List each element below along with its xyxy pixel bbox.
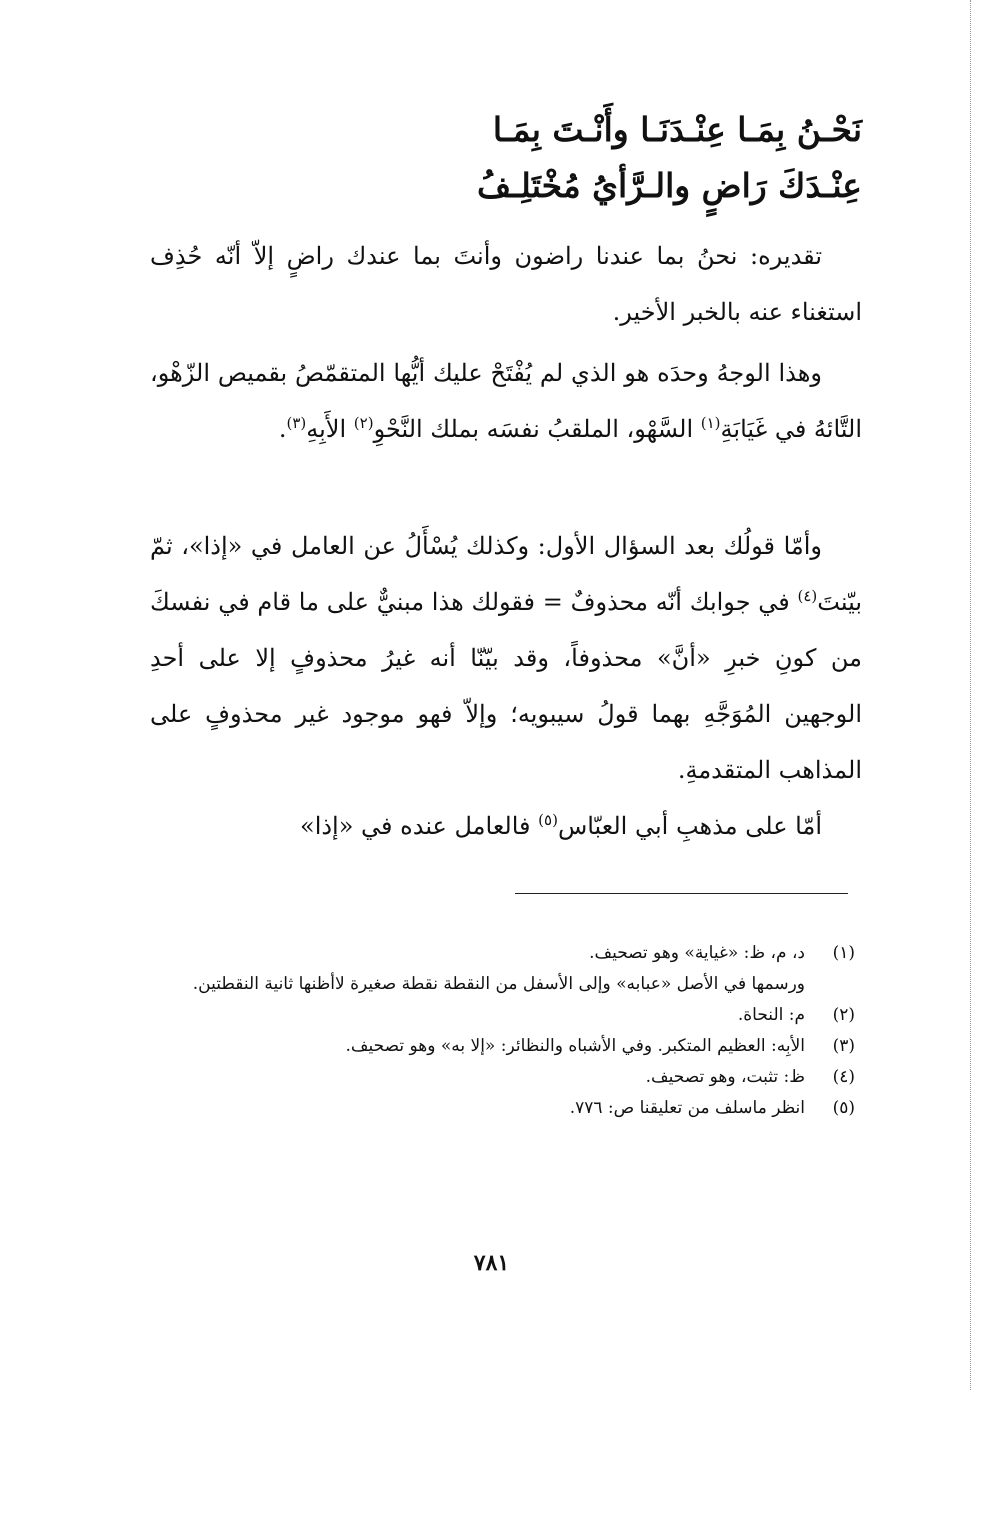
page-number: ٧٨١	[473, 1250, 510, 1276]
paragraph-3-text-b: في جوابك أنّه محذوفٌ = فقولك هذا مبنيٌّ على ما قام في نفسكَ من كونِ خبرِ «أنَّ» محذوفاً، وقد بيّنّا أنه غيرُ محذوفٍ إلا على أحدِ الوجهين المُوَجَّهِ بهما قولُ سيبويه؛ وإلاّ فهو موجود غير محذوفٍ على المذاهب المتقدمةِ.	[150, 588, 862, 784]
footnote-number: (٣)	[832, 1036, 855, 1056]
footnote-number: (٢)	[832, 1005, 855, 1025]
paragraph-2-text-c: الأَبِهِ	[306, 415, 354, 443]
footnote-ref-5[interactable]: (٥)	[538, 811, 558, 829]
scan-edge-line	[970, 0, 971, 1390]
paragraph-4-text-b: فالعامل عنده في «إذا»	[300, 812, 539, 840]
footnote-item	[150, 938, 855, 969]
footnote-text: م: النحاة.	[737, 1005, 805, 1025]
verse-line-1: نَحْـنُ بِمَـا عِنْـدَنَـا وأَنْـتَ بِمَـا	[492, 110, 862, 149]
footnote-text: د، م، ظ: «غياية» وهو تصحيف.	[589, 943, 805, 963]
paragraph-1	[150, 228, 862, 340]
footnote-item	[150, 969, 855, 1000]
footnote-text: الأبِه: العظيم المتكبر. وفي الأشباه والنظائر: «إلا به» وهو تصحيف.	[345, 1036, 805, 1056]
paragraph-2	[150, 345, 862, 457]
footnote-number: (١)	[832, 943, 855, 963]
verse-line-2: عِنْـدَكَ رَاضٍ والـرَّأيُ مُخْتَلِـفُ	[476, 166, 862, 205]
footnote-item	[150, 1031, 855, 1062]
footnote-ref-1[interactable]: (١)	[700, 414, 721, 432]
footnote-ref-4[interactable]: (٤)	[797, 587, 818, 605]
paragraph-4	[150, 798, 862, 854]
paragraph-2-text-a: وهذا الوجهُ وحدَه هو الذي لم يُفْتَحْ عليك أيُّها المتقمّصُ بقميص الزّهْو، التَّائهُ في غَيَابَةِ	[150, 359, 862, 443]
paragraph-1-text: تقديره: نحنُ بما عندنا راضون وأنتَ بما عندك راضٍ إلاّ أنّه حُذِف استغناء عنه بالخبر الأخير.	[150, 242, 862, 326]
paragraph-2-text-b: السَّهْو، الملقبُ نفسَه بملك النَّحْوِ	[373, 415, 701, 443]
footnote-divider	[515, 893, 848, 894]
paragraph-3-text-a: وأمّا قولُك بعد السؤال الأول: وكذلك يُسْأَلُ عن العامل في «إذا»، ثمّ بيّنتَ	[150, 532, 862, 616]
footnote-ref-3[interactable]: (٣)	[286, 414, 307, 432]
footnote-number: (٤)	[832, 1067, 855, 1087]
footnotes-section	[150, 938, 855, 1124]
paragraph-3	[150, 518, 862, 798]
footnote-ref-2[interactable]: (٢)	[353, 414, 374, 432]
footnote-item	[150, 1062, 855, 1093]
footnote-item	[150, 1093, 855, 1124]
footnote-text: انظر ماسلف من تعليقنا ص: ٧٧٦.	[569, 1098, 805, 1118]
paragraph-4-text-a: أمّا على مذهبِ أبي العبّاس	[557, 812, 822, 840]
footnote-text: ظ: تثبت، وهو تصحيف.	[645, 1067, 805, 1087]
footnote-text: ورسمها في الأصل «عبابه» وإلى الأسفل من النقطة نقطة صغيرة لاأظنها ثانية النقطتين.	[192, 974, 805, 994]
footnote-number: (٥)	[832, 1098, 855, 1118]
paragraph-2-text-d: .	[278, 415, 287, 443]
footnote-item	[150, 1000, 855, 1031]
